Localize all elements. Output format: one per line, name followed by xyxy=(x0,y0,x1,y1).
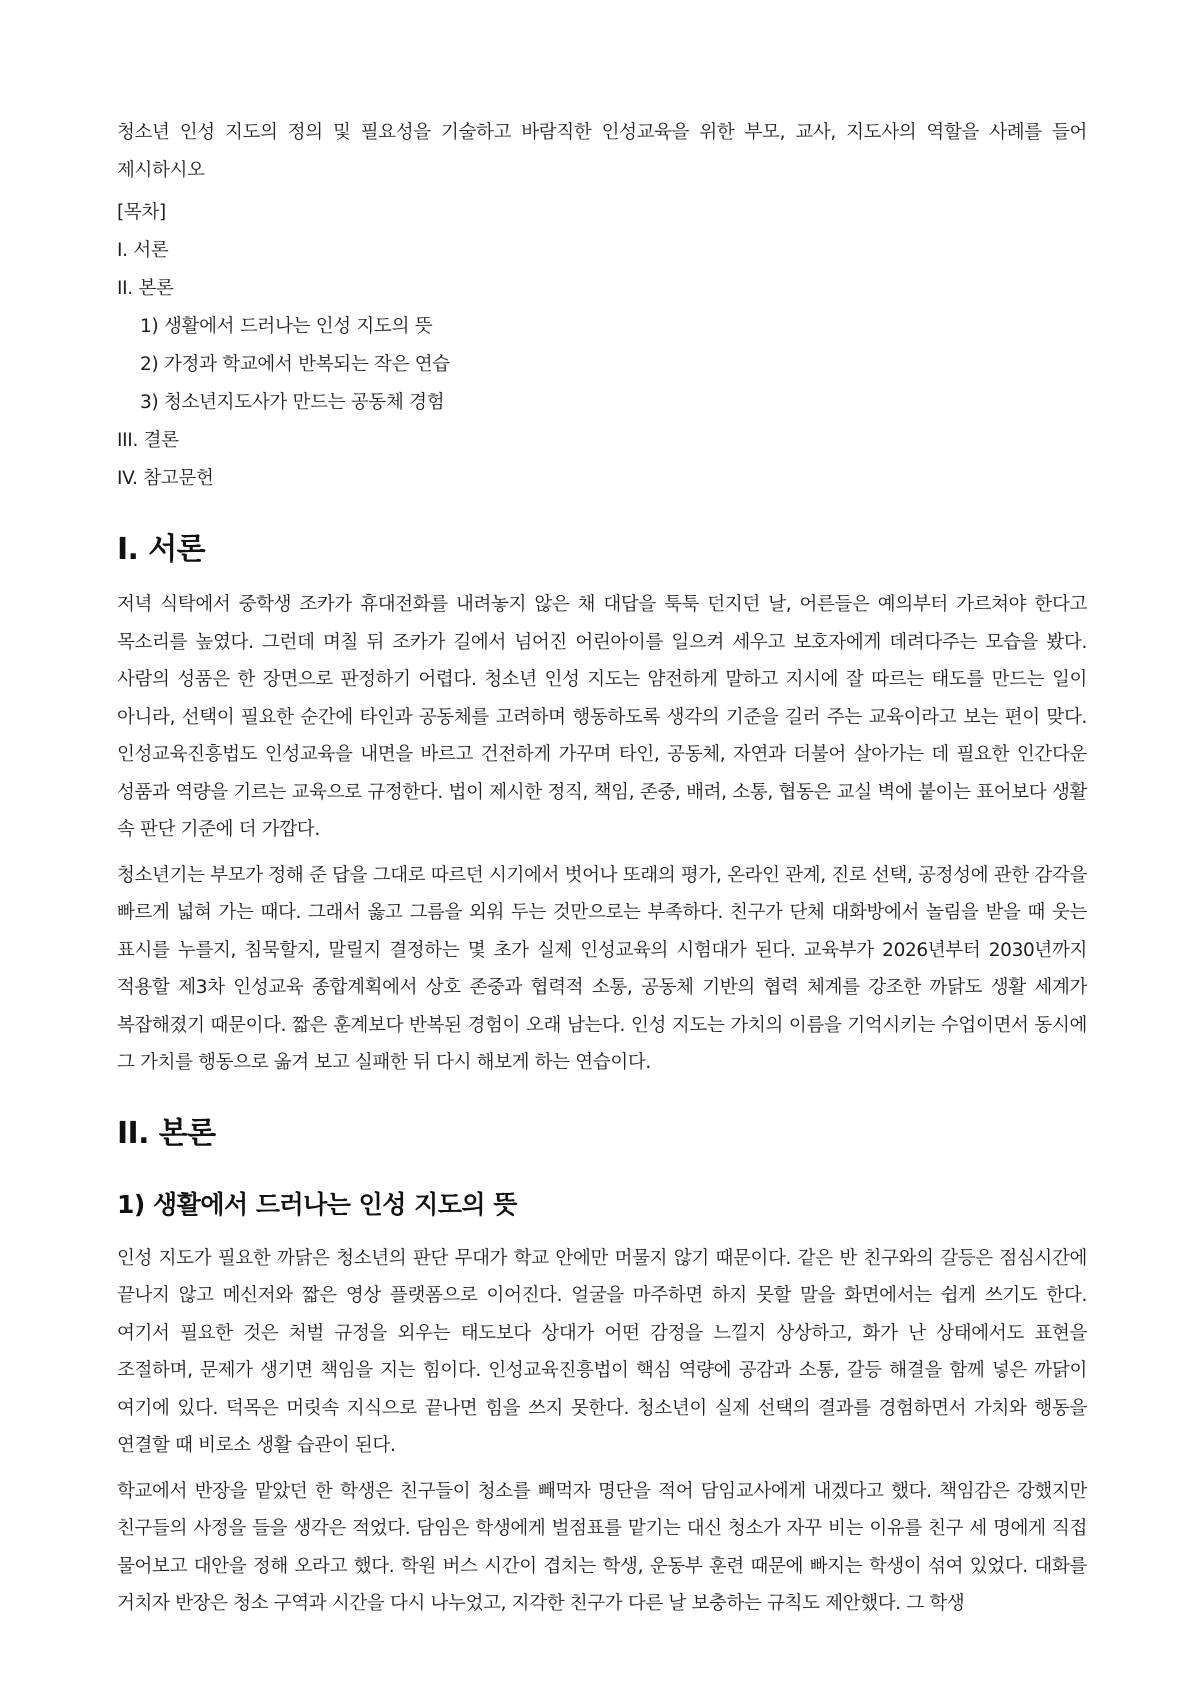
body-paragraph: 인성 지도가 필요한 까닭은 청소년의 판단 무대가 학교 안에만 머물지 않기 때문이다. 같은 반 친구와의 갈등은 점심시간에 끝나지 않고 메신저와 짧은 영상 플랫폼으로 이어진다. 얼굴을 마주하면 하지 못할 말을 화면에서는 쉽게 쓰기도 한다. 여기서 필요한 것은 처벌 규정을 외우는 태도보다 상대가 어떤 감정을 느낄지 상상하고, 화가 난 상태에서도 표현을 조절하며, 문제가 생기면 책임을 지는 힘이다. 인성교육진흥법이 핵심 역량에 공감과 소통, 갈등 해결을 함께 넣은 까닭이 여기에 있다. 덕목은 머릿속 지식으로 끝나면 힘을 쓰지 못한다. 청소년이 실제 선택의 결과를 경험하면서 가치와 행동을 연결할 때 비로소 생활 습관이 된다. xyxy=(117,1247,1087,1456)
toc-item-references: IV. 참고문헌 xyxy=(117,468,214,489)
table-of-contents xyxy=(117,194,1087,498)
toc-subitem-3: 3) 청소년지도사가 만드는 공동체 경험 xyxy=(140,392,445,413)
toc-item-body: II. 본론 xyxy=(117,278,174,299)
intro-paragraph: 청소년기는 부모가 정해 준 답을 그대로 따르던 시기에서 벗어나 또래의 평가, 온라인 관계, 진로 선택, 공정성에 관한 감각을 빠르게 넓혀 가는 때다. 그래서 옳고 그름을 외워 두는 것만으로는 부족하다. 친구가 단체 대화방에서 놀림을 받을 때 웃는 표시를 누를지, 침묵할지, 말릴지 결정하는 몇 초가 실제 인성교육의 시험대가 된다. 교육부가 2026년부터 2030년까지 적용할 제3차 인성교육 종합계획에서 상호 존중과 협력적 소통, 공동체 기반의 협력 체계를 강조한 까닭도 생활 세계가 복잡해졌기 때문이다. 짧은 훈계보다 반복된 경험이 오래 남는다. 인성 지도는 가치의 이름을 기억시키는 수업이면서 동시에 그 가치를 행동으로 옮겨 보고 실패한 뒤 다시 해보게 하는 연습이다. xyxy=(117,864,1087,1073)
toc-item-intro: I. 서론 xyxy=(117,240,169,261)
body-paragraph: 학교에서 반장을 맡았던 한 학생은 친구들이 청소를 빼먹자 명단을 적어 담임교사에게 내겠다고 했다. 책임감은 강했지만 친구들의 사정을 들을 생각은 적었다. 담임은 학생에게 벌점표를 맡기는 대신 청소가 자꾸 비는 이유를 친구 세 명에게 직접 물어보고 대안을 정해 오라고 했다. 학원 버스 시간이 겹치는 학생, 운동부 훈련 때문에 빠지는 학생이 섞여 있었다. 대화를 거치자 반장은 청소 구역과 시간을 다시 나누었고, 지각한 친구가 다른 날 보충하는 규칙도 제안했다. 그 학생 xyxy=(117,1480,1087,1614)
toc-subitem-1: 1) 생활에서 드러나는 인성 지도의 뜻 xyxy=(140,316,433,337)
intro-paragraph: 저녁 식탁에서 중학생 조카가 휴대전화를 내려놓지 않은 채 대답을 툭툭 던지던 날, 어른들은 예의부터 가르쳐야 한다고 목소리를 높였다. 그런데 며칠 뒤 조카가 길에서 넘어진 어린아이를 일으켜 세우고 보호자에게 데려다주는 모습을 봤다. 사람의 성품은 한 장면으로 판정하기 어렵다. 청소년 인성 지도는 얌전하게 말하고 지시에 잘 따르는 태도를 만드는 일이 아니라, 선택이 필요한 순간에 타인과 공동체를 고려하며 행동하도록 생각의 기준을 길러 주는 교육이라고 보는 편이 맞다. 인성교육진흥법도 인성교육을 내면을 바르고 건전하게 가꾸며 타인, 공동체, 자연과 더불어 살아가는 데 필요한 인간다운 성품과 역량을 기르는 교육으로 규정한다. 법이 제시한 정직, 책임, 존중, 배려, 소통, 협동은 교실 벽에 붙이는 표어보다 생활 속 판단 기준에 더 가깝다. xyxy=(117,594,1087,840)
toc-subitem-2: 2) 가정과 학교에서 반복되는 작은 연습 xyxy=(140,354,450,375)
toc-item-conclusion: III. 결론 xyxy=(117,430,179,451)
assignment-question: 청소년 인성 지도의 정의 및 필요성을 기술하고 바람직한 인성교육을 위한 부모, 교사, 지도사의 역할을 사례를 들어 제시하시오 xyxy=(117,122,1087,181)
subsection-heading-1: 1) 생활에서 드러나는 인성 지도의 뜻 xyxy=(117,1189,517,1219)
section-heading-intro: I. 서론 xyxy=(117,532,205,567)
section-heading-body: II. 본론 xyxy=(117,1115,216,1151)
toc-title: [목차] xyxy=(117,202,166,223)
